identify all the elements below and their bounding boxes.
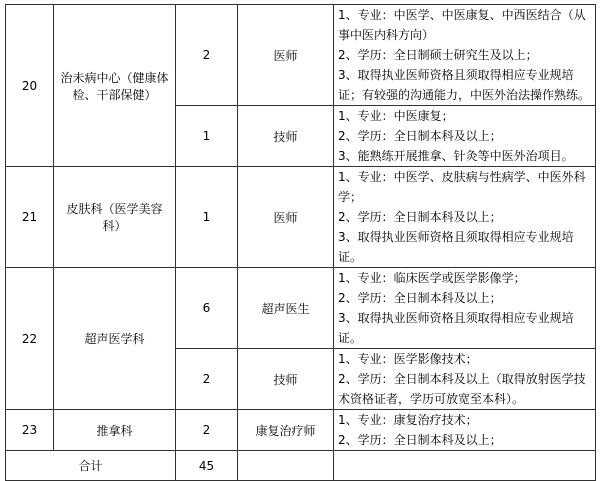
total-count: 45 [176,451,238,481]
position-title: 技师 [238,106,334,167]
requirements-cell [334,349,596,410]
headcount: 6 [176,268,238,349]
department-name: 治未病中心（健康体检、干部保健） [54,5,176,167]
total-label: 合计 [6,451,176,481]
headcount: 1 [176,167,238,268]
requirement-line: 1、专业：中医康复； [338,109,454,123]
requirement-line: 3、取得执业医师资格且须取得相应专业规培证；有较强的沟通能力，中医外治法操作熟练。 [338,68,591,102]
requirement-line: 2、学历：全日制本科及以上； [338,129,502,143]
table-row [6,410,596,451]
requirement-line: 3、取得执业医师资格且须取得相应专业规培证。 [338,311,574,345]
requirement-line: 1、专业：康复治疗技术； [338,413,478,427]
table-row [6,268,596,349]
position-title: 康复治疗师 [238,410,334,451]
requirement-line: 3、能熟练开展推拿、针灸等中医外治项目。 [338,149,574,163]
requirements-cell [334,410,596,451]
total-row [6,451,596,481]
table-row [6,167,596,268]
requirements-cell [334,268,596,349]
headcount: 2 [176,410,238,451]
empty-cell [334,451,596,481]
headcount: 2 [176,349,238,410]
empty-cell [238,451,334,481]
row-number: 22 [6,268,54,410]
requirement-line: 1、专业：中医学、皮肤病与性病学、中医外科学； [338,170,586,204]
requirements-cell [334,167,596,268]
row-number: 21 [6,167,54,268]
row-number: 20 [6,5,54,167]
department-name: 超声医学科 [54,268,176,410]
department-name: 皮肤科（医学美容科） [54,167,176,268]
headcount: 1 [176,106,238,167]
requirement-line: 2、学历：全日制硕士研究生及以上； [338,48,538,62]
requirement-line: 2、学历：全日制本科及以上； [338,291,502,305]
requirement-line: 2、学历：全日制本科及以上（取得放射医学技术资格证者，学历可放宽至本科）。 [338,372,586,406]
department-name: 推拿科 [54,410,176,451]
requirements-cell [334,5,596,106]
table-row [6,5,596,106]
requirement-line: 3、取得执业医师资格且须取得相应专业规培证。 [338,230,574,264]
position-title: 超声医生 [238,268,334,349]
requirement-line: 2、学历：全日制本科及以上； [338,433,502,447]
requirement-line: 2、学历：全日制本科及以上； [338,210,502,224]
requirement-line: 1、专业：医学影像技术； [338,352,478,366]
requirement-line: 1、专业：中医学、中医康复、中西医结合（从事中医内科方向） [338,8,586,42]
position-title: 医师 [238,167,334,268]
row-number: 23 [6,410,54,451]
position-title: 技师 [238,349,334,410]
headcount: 2 [176,5,238,106]
requirements-cell [334,106,596,167]
position-title: 医师 [238,5,334,106]
recruitment-table [5,4,596,481]
requirement-line: 1、专业：临床医学或医学影像学； [338,271,526,285]
